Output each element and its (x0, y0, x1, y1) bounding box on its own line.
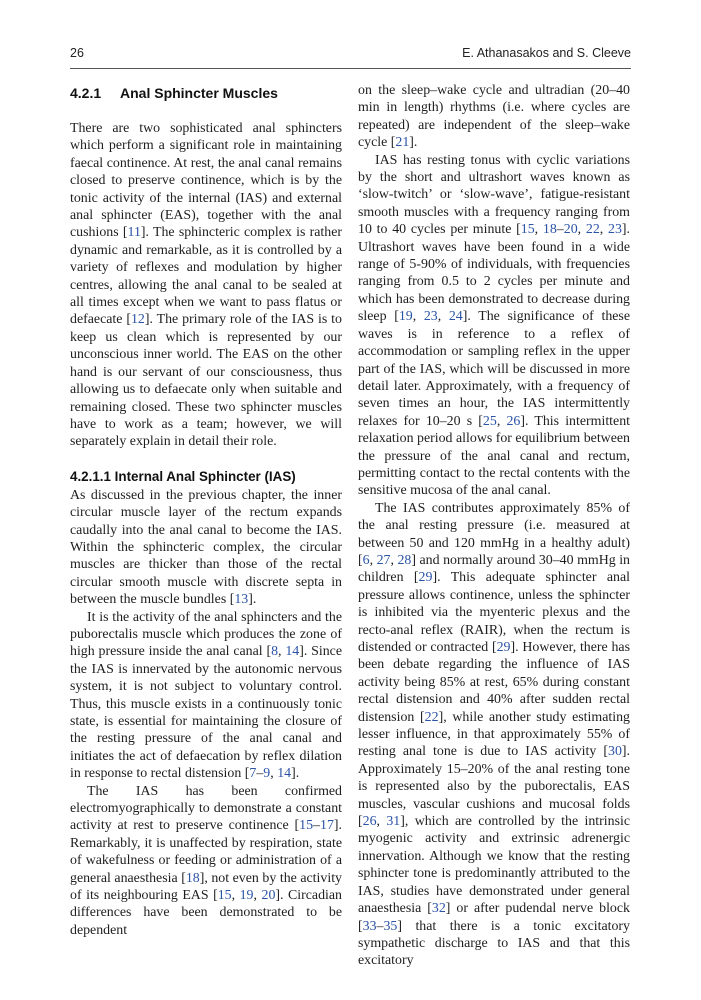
paragraph-text: ]. However, there has been debate regarding the influence of IAS activity being 85% at rest, 65% during constant rectal distension and 40% after sudden rectal distension [ (358, 640, 630, 725)
paragraph-text: – (313, 818, 320, 834)
citation-link[interactable]: 8 (271, 644, 279, 660)
paragraph (70, 783, 342, 940)
citation-link[interactable]: 24 (448, 309, 463, 325)
left-column (70, 82, 342, 939)
paragraph-text: , (270, 766, 278, 782)
citation-link[interactable]: 11 (127, 225, 141, 241)
paragraph-text: ], not even by the activity of its neighbouring EAS [ (70, 870, 342, 904)
citation-link[interactable]: 26 (506, 413, 521, 429)
page-number: 26 (70, 46, 84, 60)
citation-link[interactable]: 17 (320, 818, 334, 834)
paragraph (358, 152, 630, 500)
paragraph-text: ]. (291, 766, 300, 782)
paragraph-text: ] or after pudendal nerve block [ (358, 901, 630, 934)
right-column (358, 82, 630, 970)
citation-link[interactable]: 18 (542, 222, 557, 238)
paragraph-text: on the sleep–wake cycle and ultradian (20–40 min in length) rhythms (i.e. where cycles are repeated) are independent of the sleep–wake cycle [ (358, 83, 630, 151)
subsection-heading: 4.2.1.1 Internal Anal Sphincter (IAS) (70, 468, 296, 484)
citation-link[interactable]: 9 (263, 766, 271, 782)
section-number: 4.2.1 (70, 85, 102, 101)
citation-link[interactable]: 26 (362, 814, 377, 830)
citation-link[interactable]: 15 (520, 222, 535, 238)
paragraph (358, 82, 630, 152)
paragraph-text: The IAS has been confirmed electromyographically to demonstrate a constant activity at rest to preserve continence [ (70, 783, 342, 834)
paragraph-text: , (496, 413, 507, 429)
running-head-authors: E. Athanasakos and S. Cleeve (462, 46, 631, 60)
citation-link[interactable]: 32 (431, 901, 446, 917)
paragraph (70, 609, 342, 783)
citation-link[interactable]: 25 (482, 413, 497, 429)
section-heading (70, 84, 342, 102)
paragraph-text: ] and normally around 30–40 mmHg in children [ (358, 552, 631, 586)
citation-link[interactable]: 20 (261, 888, 276, 904)
paragraph-text: IAS has resting tonus with cyclic variations by the short and ultrashort waves known as ‘slow-twitch’ or ‘slow-wave’, fatigue-resistant smooth muscles with a frequency ranging from 10 to 40 cycles per minute [ (358, 152, 630, 238)
citation-link[interactable]: 14 (285, 644, 300, 660)
citation-link[interactable]: 22 (585, 222, 600, 238)
citation-link[interactable]: 21 (395, 135, 410, 151)
paragraph-text: ]. The primary role of the IAS is to keep us clean which is represented by our unconscious inner world. The EAS on the other hand is our servant of our consciousness, thus allowing us to defaecate only when suitable and remaining closed. These two sphincter muscles have to work as a team; however, we will separately explain in detail their role. (70, 312, 342, 450)
paragraph (70, 487, 342, 609)
paragraph-text: As discussed in the previous chapter, the inner circular muscle layer of the rectum expands caudally into the anal canal to become the IAS. Within the sphincteric complex, the circular muscles are thicker than those of the rectal circular smooth muscle with discrete septa in between the muscle bundles [ (70, 487, 342, 608)
paragraph-text: ]. The significance of these waves is in reference to a reflex of accommodation or sampling reflex in the upper part of the IAS, which will be discussed in more detail later. Approximately, with a frequency of seven times an hour, the IAS intermittently relaxes for 10–20 s [ (358, 309, 630, 429)
paragraph-text: ]. The sphincteric complex is rather dynamic and remarkable, as it is controlled by a variety of reflexes and modulation by higher centres, allowing the anal canal to be sealed at all times except when we want to pass flatus or defaecate [ (70, 225, 343, 328)
paragraph-text: ]. (248, 592, 257, 608)
paragraph-text: , (577, 222, 586, 238)
citation-link[interactable]: 23 (423, 309, 438, 325)
paragraph-text: ] that there is a tonic excitatory sympathetic discharge to IAS and that this excitatory (358, 918, 630, 969)
paragraph-text: ]. Remarkably, it is unaffected by respiration, state of wakefulness or feeding or administration of a general anaesthesia [ (70, 818, 342, 886)
citation-link[interactable]: 30 (608, 744, 622, 760)
paragraph-text: ]. (409, 135, 418, 151)
citation-link[interactable]: 6 (362, 552, 370, 568)
paragraph-text: , (390, 552, 398, 568)
paragraph-text: , (278, 644, 286, 660)
citation-link[interactable]: 33 (362, 918, 377, 934)
citation-link[interactable]: 35 (383, 918, 398, 934)
paragraph-text: ], while another study estimating lesser influence, in that approximately 55% of resting anal tone is due to IAS activity [ (358, 709, 630, 760)
citation-link[interactable]: 20 (563, 222, 578, 238)
paragraph-text: ]. Circadian differences have been demonstrated to be dependent (70, 888, 343, 938)
paragraph-text: – (556, 222, 564, 238)
paragraph-text: ]. This intermittent relaxation period allows for equilibrium between the pressure of the anal canal and rectum, permitting contact to the rectal contents with the sensitive mucosa of the anal canal. (358, 413, 631, 499)
citation-link[interactable]: 14 (277, 766, 292, 782)
citation-link[interactable]: 27 (376, 552, 391, 568)
paragraph-text: , (599, 222, 608, 238)
paragraph-text: [ (122, 225, 128, 241)
citation-link[interactable]: 12 (130, 312, 145, 328)
paragraph-text: ]. Since the IAS is innervated by the autonomic nervous system, it is not subject to voluntary control. Thus, this muscle exists in a continuously tonic state, is essential for maintaining the closure of the resting pressure of the anal canal and initiates the act of defaecation by reflex dilation in response to rectal distension [ (70, 644, 342, 782)
paragraph-text: The IAS contributes approximately 85% of the anal resting pressure (i.e. measured at between 50 and 120 mmHg in a healthy adult) [ (358, 500, 630, 568)
paragraph-text: , (369, 552, 377, 568)
paragraph-text: ], which are controlled by the intrinsic myogenic activity and extrinsic adrenergic innervation. Although we know that the resting sphincter tone is predominantly attributed to the IAS, studies have demonstrated under general anaesthesia [ (358, 814, 630, 917)
citation-link[interactable]: 23 (608, 222, 622, 238)
paragraph (70, 120, 342, 451)
paragraph-text: It is the activity of the anal sphincters and the puborectalis muscle which produces the zone of high pressure inside the anal canal [ (70, 609, 342, 660)
paragraph-text: ]. Ultrashort waves have been found in a wide range of 5-90% of individuals, with frequencies ranging from 0.5 to 2 cycles per minute and which has been demonstrated to decrease during sleep [ (358, 222, 630, 325)
citation-link[interactable]: 15 (217, 888, 232, 904)
citation-link[interactable]: 28 (397, 552, 412, 568)
paragraph-text: – (376, 918, 384, 934)
citation-link[interactable]: 7 (249, 766, 257, 782)
paragraph-text: , (534, 222, 543, 238)
paragraph-text: – (256, 766, 264, 782)
paragraph-text: , (376, 814, 387, 830)
citation-link[interactable]: 31 (386, 814, 401, 830)
paragraph-text: , (437, 309, 449, 325)
citation-link[interactable]: 22 (424, 709, 439, 725)
paragraph-text: , (412, 309, 424, 325)
citation-link[interactable]: 15 (299, 818, 314, 834)
citation-link[interactable]: 19 (239, 888, 254, 904)
paragraph (358, 500, 630, 970)
paragraph-text: , (253, 888, 262, 904)
citation-link[interactable]: 13 (234, 592, 249, 608)
section-title: Anal Sphincter Muscles (120, 85, 278, 101)
running-head (70, 46, 631, 64)
paragraph-text: , (231, 888, 240, 904)
paragraph-text: ]. Approximately 15–20% of the anal resting tone is represented also by the puborectalis, EAS muscles, vascular cushions and mucosal folds [ (358, 744, 630, 830)
citation-link[interactable]: 19 (398, 309, 413, 325)
citation-link[interactable]: 18 (185, 870, 200, 886)
citation-link[interactable]: 29 (418, 570, 433, 586)
paragraph-text: There are two sophisticated anal sphincters which perform a significant role in maintaining faecal continence. At rest, the anal canal remains closed to preserve continence, which is by the tonic activity of the internal (IAS) and external anal sphincter (EAS), together with the anal cushions (70, 121, 342, 241)
paragraph-text: ]. This adequate sphincter anal pressure allows continence, unless the sphincter is inhibited via the myenteric plexus and the recto-anal reflex (RAIR), when the rectum is distended or contracted [ (358, 570, 631, 655)
header-rule (70, 68, 631, 69)
citation-link[interactable]: 29 (496, 640, 511, 655)
